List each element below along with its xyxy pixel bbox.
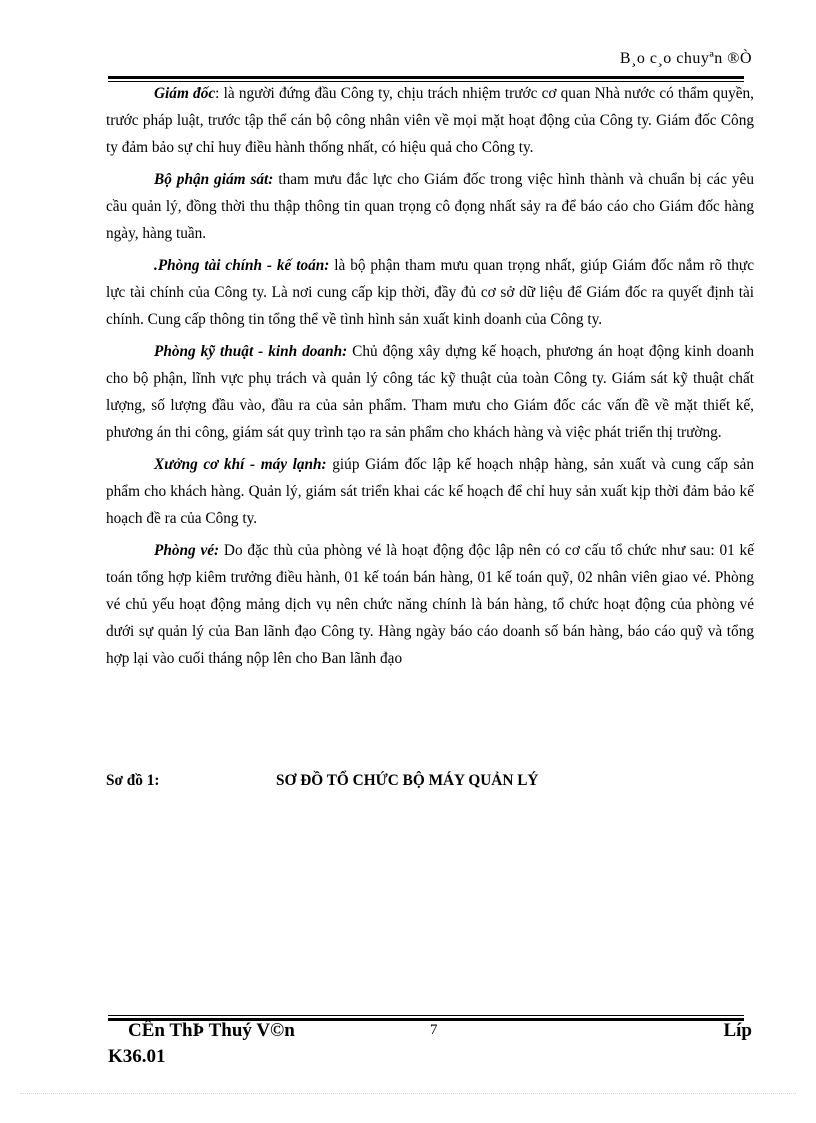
paragraph-text: là bộ phận tham mưu quan trọng nhất, giúp Giám đốc nắm rõ thực lực tài chính của Công ty. Là nơi cung cấp kịp thời, đầy đủ cơ sở dữ liệu để Giám đốc ra quyết định tài chính. Cung cấp thông tin tổng thể về tình hình sản xuất kinh doanh của Công ty. [106,257,754,328]
paragraph-text: Chủ động xây dựng kế hoạch, phương án hoạt động kinh doanh cho bộ phận, lĩnh vực phụ trách và quản lý công tác kỹ thuật của toàn Công ty. Giám sát kỹ thuật chất lượng, số lượng đầu vào, đầu ra của sản phẩm. Tham mưu cho Giám đốc các vấn đề về mặt thiết kế, phương án thi công, giám sát quy trình tạo ra sản phẩm cho khách hàng và việc phát triển thị trường. [106,343,754,441]
paragraph-lead: Phòng kỹ thuật - kinh doanh: [154,343,348,360]
paragraph-lead: Phòng vé: [154,542,220,559]
body-text [106,80,754,677]
paragraph-phong-tai-chinh [106,252,754,333]
paragraph-giam-doc [106,80,754,161]
diagram-label: Sơ đồ 1: [106,772,160,789]
diagram-title: SƠ ĐỒ TỔ CHỨC BỘ MÁY QUẢN LÝ [276,772,539,789]
paragraph-bo-phan-giam-sat [106,166,754,247]
footer-class-label: Líp [723,1020,752,1041]
paragraph-lead: Giám đốc [154,85,216,102]
page-number: 7 [430,1022,438,1038]
paragraph-lead: .Phòng tài chính - kế toán: [154,257,330,274]
page-bottom-divider [20,1093,796,1094]
paragraph-phong-ky-thuat [106,338,754,446]
header-title: B¸o c¸o chuyªn ®Ò [619,50,752,67]
paragraph-phong-ve [106,537,754,672]
footer-class-code: K36.01 [108,1046,166,1067]
paragraph-text: : là người đứng đầu Công ty, chịu trách nhiệm trước cơ quan Nhà nước có thẩm quyền, trước pháp luật, trước tập thể cán bộ công nhân viên về mọi mặt hoạt động của Công ty. Giám đốc Công ty đảm bảo sự chỉ huy điều hành thống nhất, có hiệu quả cho Công ty. [106,85,754,156]
diagram-area [106,800,754,1000]
paragraph-text: Do đặc thù của phòng vé là hoạt động độc lập nên có cơ cấu tổ chức như sau: 01 kế toán tổng hợp kiêm trưởng điều hành, 01 kế toán bán hàng, 01 kế toán quỹ, 02 nhân viên giao vé. Phòng vé chủ yếu hoạt động mảng dịch vụ nên chức năng chính là bán hàng, tổ chức hoạt động của phòng vé dưới sự quản lý của Ban lãnh đạo Công ty. Hàng ngày báo cáo doanh số bán hàng, báo cáo quỹ và tổng hợp lại vào cuối tháng nộp lên cho Ban lãnh đạo [106,542,754,667]
paragraph-text: giúp Giám đốc lập kế hoạch nhập hàng, sản xuất và cung cấp sản phẩm cho khách hàng. Quản lý, giám sát triển khai các kế hoạch để chỉ huy sản xuất kịp thời đảm bảo kế hoạch đề ra của Công ty. [106,456,754,527]
paragraph-text: tham mưu đắc lực cho Giám đốc trong việc hình thành và chuẩn bị các yêu cầu quản lý, đồng thời thu thập thông tin quan trọng cô đọng nhất sảy ra để báo cáo cho Giám đốc hàng ngày, hàng tuần. [106,171,754,242]
footer-author: CÊn ThÞ Thuý V©n [128,1020,295,1041]
paragraph-lead: Xưởng cơ khí - máy lạnh: [154,456,327,473]
paragraph-xuong-co-khi [106,451,754,532]
paragraph-lead: Bộ phận giám sát: [154,171,274,188]
